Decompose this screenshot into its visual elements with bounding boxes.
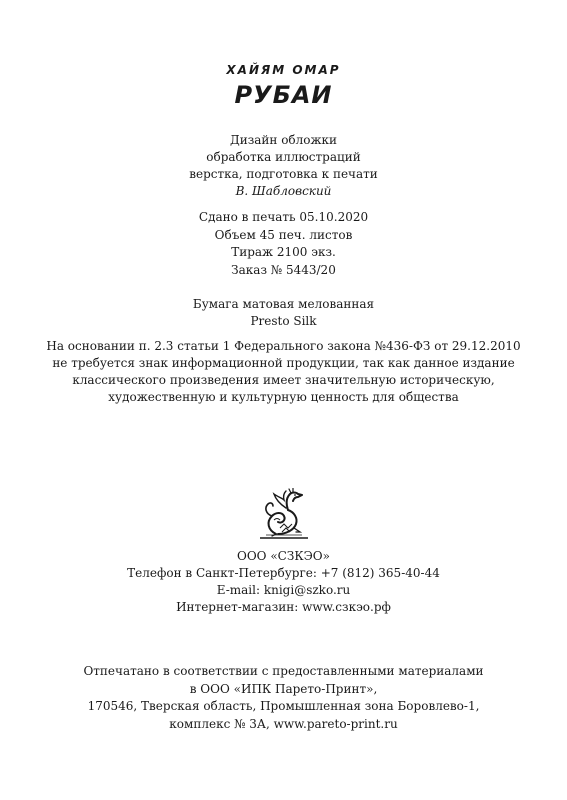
credits-line: обработка иллюстраций (206, 150, 361, 164)
print-circulation: Тираж 2100 экз. (231, 245, 336, 259)
designer-name: В. Шабловский (235, 184, 332, 198)
author-name: ХАЙЯМ ОМАР (226, 63, 341, 77)
legal-line: художественную и культурную ценность для общества (108, 390, 459, 404)
printer-line: 170546, Тверская область, Промышленная зона Боровлево-1, (87, 699, 480, 713)
design-credits (0, 132, 567, 200)
publisher-email: E-mail: knigi@szko.ru (216, 583, 351, 597)
print-order: Заказ № 5443/20 (231, 262, 336, 277)
book-title: РУБАИ (234, 81, 333, 109)
paper-info (0, 296, 567, 330)
printer-info (0, 663, 567, 733)
legal-notice (0, 338, 567, 406)
publisher-phone: Телефон в Санкт-Петербурге: +7 (812) 365-40-44 (127, 566, 440, 580)
print-date: Сдано в печать 05.10.2020 (198, 210, 369, 224)
printer-line: комплекс № 3А, www.pareto-print.ru (169, 716, 398, 731)
dragon-logo-icon (256, 488, 312, 540)
printer-line: Отпечатано в соответствии с предоставленными материалами (83, 664, 484, 678)
book-title-block (0, 80, 567, 110)
legal-line: На основании п. 2.3 статьи 1 Федерального закона №436-ФЗ от 29.12.2010 (46, 339, 521, 353)
print-volume: Объем 45 печ. листов (214, 227, 353, 242)
legal-line: классического произведения имеет значительную историческую, (72, 373, 495, 387)
print-details (0, 209, 567, 279)
credits-line: Дизайн обложки (229, 133, 338, 147)
credits-line: верстка, подготовка к печати (189, 167, 378, 181)
publisher-shop: Интернет-магазин: www.сзкэо.рф (176, 600, 391, 614)
paper-type: Бумага матовая мелованная (192, 297, 375, 311)
paper-brand: Presto Silk (250, 314, 317, 328)
legal-line: не требуется знак информационной продукции, так как данное издание (52, 356, 515, 370)
publisher-name: ООО «СЗКЭО» (237, 549, 330, 563)
book-header (0, 62, 567, 78)
printer-line: в ООО «ИПК Парето-Принт», (189, 681, 378, 696)
publisher-info (0, 548, 567, 616)
